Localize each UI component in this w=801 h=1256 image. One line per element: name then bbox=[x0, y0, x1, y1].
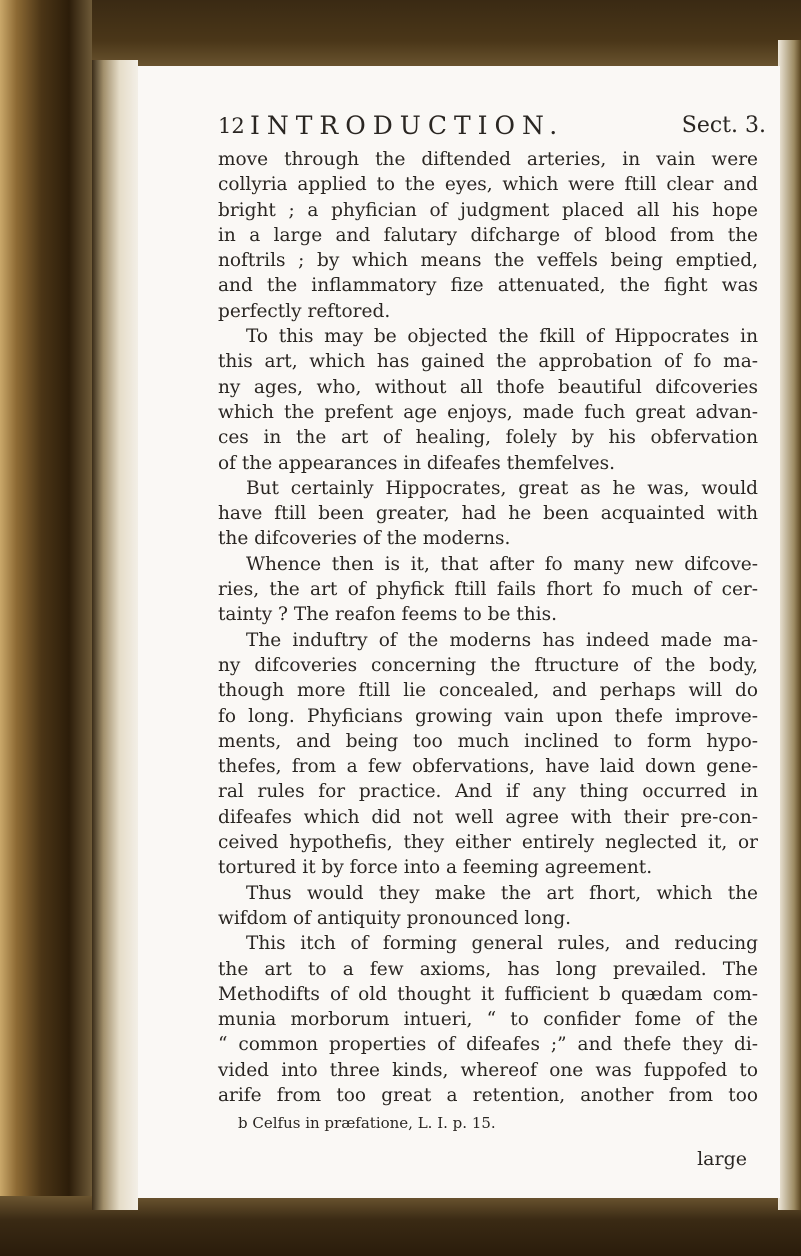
text-line: “ common properties of difeafes ;” and thefe they di- bbox=[218, 1034, 758, 1056]
text-line: wifdom of antiquity pronounced long. bbox=[218, 907, 572, 929]
text-line: the difcoveries of the moderns. bbox=[218, 528, 511, 550]
text-line: perfectly reftored. bbox=[218, 300, 391, 322]
text-line: noftrils ; by which means the veffels being emptied, bbox=[218, 250, 758, 272]
text-line: move through the diftended arteries, in vain were bbox=[218, 149, 758, 170]
text-line: Thus would they make the art fhort, which the bbox=[246, 882, 758, 904]
catchword: large bbox=[697, 1148, 747, 1170]
text-line: tainty ? The reafon feems to be this. bbox=[218, 604, 557, 626]
page-header bbox=[218, 107, 766, 145]
text-line: vided into three kinds, whereof one was fuppofed to bbox=[218, 1059, 758, 1081]
gutter-shadow bbox=[92, 60, 138, 1210]
text-line: this art, which has gained the approbation of fo ma- bbox=[218, 351, 758, 373]
text-line: collyria applied to the eyes, which were ftill clear and bbox=[218, 174, 758, 196]
text-line: and the inflammatory fize attenuated, the fight was bbox=[218, 275, 758, 297]
text-line: have ftill been greater, had he been acquainted with bbox=[218, 503, 758, 525]
text-line: thefes, from a few obfervations, have laid down gene- bbox=[218, 756, 758, 778]
running-head: INTRODUCTION. bbox=[250, 111, 565, 140]
text-line: This itch of forming general rules, and reducing bbox=[246, 933, 758, 955]
text-line: difeafes which did not well agree with their pre-con- bbox=[218, 806, 758, 828]
text-line: ments, and being too much inclined to form hypo- bbox=[218, 730, 758, 752]
text-line: arife from too great a retention, another from too bbox=[218, 1084, 758, 1106]
book-binding-left bbox=[0, 0, 92, 1256]
text-line: Whence then is it, that after fo many new difcove- bbox=[246, 553, 758, 575]
text-line: ny difcoveries concerning the ftructure of the body, bbox=[218, 654, 758, 676]
text-line: But certainly Hippocrates, great as he was, would bbox=[246, 477, 758, 499]
text-line: ries, the art of phyfick ftill fails fhort fo much of cer- bbox=[218, 579, 758, 601]
body-text bbox=[218, 147, 758, 1108]
page-number: 12 bbox=[218, 114, 245, 138]
text-line: fo long. Phyficians growing vain upon thefe improve- bbox=[218, 705, 758, 727]
text-line: in a large and falutary difcharge of blood from the bbox=[218, 224, 758, 246]
text-line: tortured it by force into a feeming agreement. bbox=[218, 857, 653, 879]
book-edge-right bbox=[778, 40, 801, 1210]
text-line: which the prefent age enjoys, made fuch great advan- bbox=[218, 401, 758, 423]
text-line: munia morborum intueri, “ to confider fome of the bbox=[218, 1009, 758, 1031]
text-line: the art to a few axioms, has long prevailed. The bbox=[218, 958, 758, 980]
text-line: bright ; a phyfician of judgment placed all his hope bbox=[218, 199, 758, 221]
text-line: ceived hypothefis, they either entirely neglected it, or bbox=[218, 832, 758, 854]
text-line: Methodifts of old thought it fufficient b quædam com- bbox=[218, 983, 758, 1005]
text-line: ral rules for practice. And if any thing occurred in bbox=[218, 781, 758, 803]
book-edge-top bbox=[0, 0, 801, 68]
section-reference: Sect. 3. bbox=[681, 113, 766, 138]
footnote: b Celfus in præfatione, L. I. p. 15. bbox=[238, 1114, 496, 1133]
text-line: though more ftill lie concealed, and perhaps will do bbox=[218, 680, 758, 702]
text-line: ny ages, who, without all thofe beautiful difcoveries bbox=[218, 376, 758, 398]
text-line: ces in the art of healing, folely by his obfervation bbox=[218, 427, 758, 449]
text-line: The induftry of the moderns has indeed made ma- bbox=[246, 629, 758, 651]
text-line: of the appearances in difeafes themfelves. bbox=[218, 452, 616, 474]
text-line: To this may be objected the fkill of Hippocrates in bbox=[246, 326, 758, 348]
text-column bbox=[218, 107, 766, 1134]
